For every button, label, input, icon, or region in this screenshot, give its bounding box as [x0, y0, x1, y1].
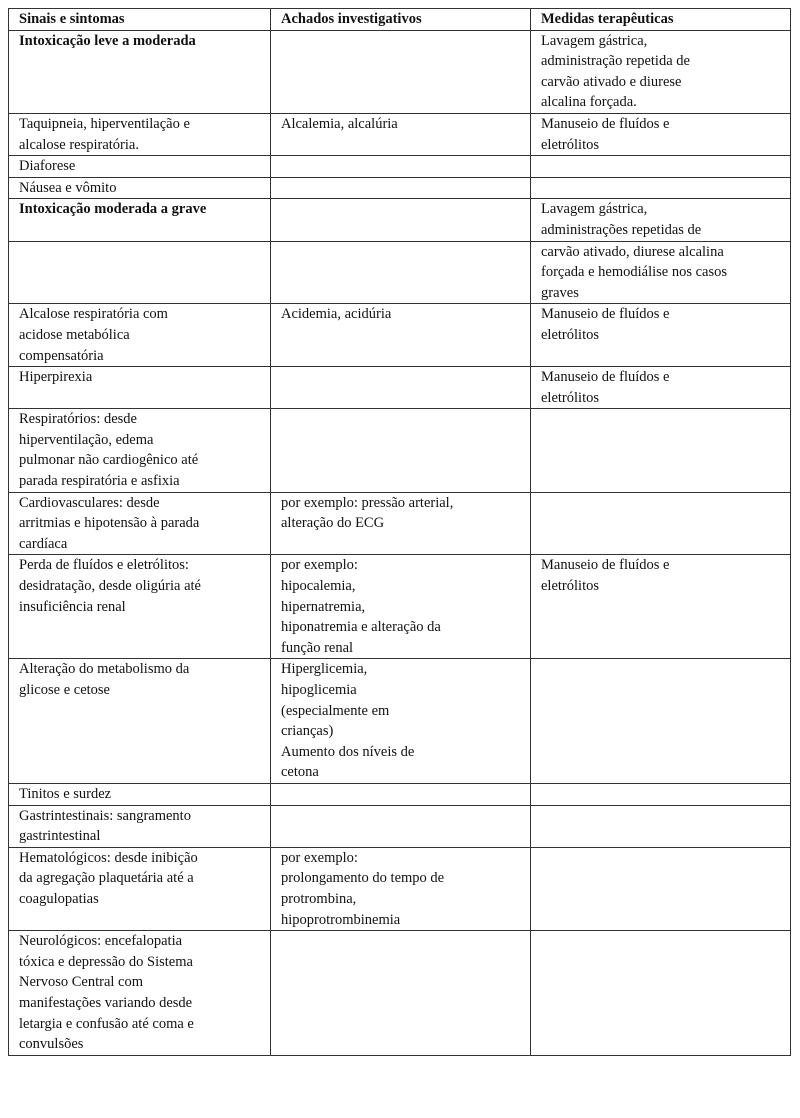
cell-line: letargia e confusão até coma e [19, 1015, 194, 1032]
measures-cell [531, 492, 791, 555]
cell-line: forçada e hemodiálise nos casos [541, 264, 728, 281]
table-row [9, 847, 791, 930]
table-row [9, 555, 791, 659]
measures-cell [531, 177, 791, 199]
cell-line: Lavagem gástrica, [541, 201, 648, 218]
signs-symptoms-cell [9, 177, 271, 199]
table-row [9, 156, 791, 178]
cell-line: Alcalose respiratória com [19, 306, 168, 323]
cell-line: Cardiovasculares: desde [19, 494, 160, 511]
symptoms-table [8, 8, 791, 1056]
signs-symptoms-cell [9, 241, 271, 304]
cell-line: acidose metabólica [19, 326, 130, 343]
signs-symptoms-cell [9, 805, 271, 847]
cell-line: Intoxicação leve a moderada [19, 32, 196, 49]
cell-line: Hiperpirexia [19, 369, 93, 386]
cell-line: Diaforese [19, 158, 76, 175]
cell-line: alcalina forçada. [541, 94, 637, 111]
cell-line: Neurológicos: encefalopatia [19, 933, 183, 950]
cell-line: hipoprotrombinemia [281, 911, 401, 928]
cell-line: Lavagem gástrica, [541, 32, 648, 49]
cell-line: função renal [281, 639, 354, 656]
table-body [9, 30, 791, 1055]
cell-line: pulmonar não cardiogênico até [19, 452, 199, 469]
header-row [9, 9, 791, 31]
cell-line: eletrólitos [541, 136, 599, 153]
cell-line: graves [541, 284, 579, 301]
header-signs-symptoms: Sinais e sintomas [9, 9, 271, 31]
header-therapeutic-measures: Medidas terapêuticas [531, 9, 791, 31]
cell-line: Aumento dos níveis de [281, 743, 415, 760]
findings-cell [271, 805, 531, 847]
signs-symptoms-cell [9, 659, 271, 784]
findings-cell [271, 409, 531, 492]
cell-line: Taquipneia, hiperventilação e [19, 115, 190, 132]
cell-line: administração repetida de [541, 53, 690, 70]
cell-line: Náusea e vômito [19, 179, 117, 196]
cell-line: manifestações variando desde [19, 994, 193, 1011]
cell-line: Nervoso Central com [19, 974, 144, 991]
table-row [9, 492, 791, 555]
findings-cell [271, 783, 531, 805]
measures-cell [531, 241, 791, 304]
cell-line: alteração do ECG [281, 515, 385, 532]
signs-symptoms-cell [9, 783, 271, 805]
cell-line: Intoxicação moderada a grave [19, 201, 207, 218]
cell-line: tóxica e depressão do Sistema [19, 953, 193, 970]
cell-line: da agregação plaquetária até a [19, 870, 194, 887]
header-investigative-findings: Achados investigativos [271, 9, 531, 31]
cell-line: cardíaca [19, 535, 68, 552]
cell-line: carvão ativado, diurese alcalina [541, 243, 724, 260]
signs-symptoms-cell [9, 931, 271, 1056]
cell-line: hipoglicemia [281, 682, 357, 698]
cell-line: administrações repetidas de [541, 221, 702, 238]
table-row [9, 30, 791, 113]
table-row [9, 241, 791, 304]
table-row [9, 304, 791, 367]
signs-symptoms-cell [9, 847, 271, 930]
findings-cell [271, 492, 531, 555]
table-row [9, 113, 791, 155]
cell-line: Acidemia, acidúria [281, 306, 392, 323]
measures-cell [531, 805, 791, 847]
cell-line: Hematológicos: desde inibição [19, 849, 198, 866]
cell-line: eletrólitos [541, 389, 599, 406]
cell-line: prolongamento do tempo de [281, 870, 445, 887]
cell-line: hipernatremia, [281, 598, 366, 615]
findings-cell [271, 367, 531, 409]
signs-symptoms-cell [9, 30, 271, 113]
findings-cell [271, 30, 531, 113]
cell-line: Hiperglicemia, [281, 661, 368, 678]
findings-cell [271, 156, 531, 178]
cell-line: por exemplo: [281, 849, 358, 866]
findings-cell [271, 113, 531, 155]
cell-line: parada respiratória e asfixia [19, 473, 180, 490]
signs-symptoms-cell [9, 113, 271, 155]
cell-line: coagulopatias [19, 890, 99, 907]
cell-line: Tinitos e surdez [19, 785, 112, 802]
cell-line: desidratação, desde oligúria até [19, 578, 201, 595]
table-row [9, 177, 791, 199]
cell-line: Respiratórios: desde [19, 411, 137, 428]
cell-line: glicose e cetose [19, 682, 110, 698]
signs-symptoms-cell [9, 304, 271, 367]
measures-cell [531, 156, 791, 178]
measures-cell [531, 367, 791, 409]
cell-line: Manuseio de fluídos e [541, 306, 670, 323]
cell-line: crianças) [281, 723, 334, 740]
measures-cell [531, 409, 791, 492]
table-row [9, 783, 791, 805]
cell-line: arritmias e hipotensão à parada [19, 515, 200, 532]
measures-cell [531, 659, 791, 784]
table-row [9, 367, 791, 409]
findings-cell [271, 555, 531, 659]
cell-line: compensatória [19, 347, 104, 364]
signs-symptoms-cell [9, 199, 271, 241]
signs-symptoms-cell [9, 555, 271, 659]
cell-line: Alteração do metabolismo da [19, 661, 190, 678]
measures-cell [531, 931, 791, 1056]
measures-cell [531, 847, 791, 930]
findings-cell [271, 241, 531, 304]
cell-line: Manuseio de fluídos e [541, 557, 670, 574]
findings-cell [271, 931, 531, 1056]
cell-line: Gastrintestinais: sangramento [19, 807, 191, 824]
cell-line: insuficiência renal [19, 598, 126, 615]
findings-cell [271, 659, 531, 784]
table-row [9, 931, 791, 1056]
table-row [9, 409, 791, 492]
cell-line: alcalose respiratória. [19, 136, 139, 153]
cell-line: eletrólitos [541, 326, 599, 343]
measures-cell [531, 113, 791, 155]
measures-cell [531, 199, 791, 241]
signs-symptoms-cell [9, 492, 271, 555]
cell-line: Perda de fluídos e eletrólitos: [19, 557, 189, 574]
cell-line: por exemplo: [281, 557, 358, 574]
cell-line: por exemplo: pressão arterial, [281, 494, 454, 511]
findings-cell [271, 199, 531, 241]
measures-cell [531, 783, 791, 805]
table-row [9, 805, 791, 847]
cell-line: hiperventilação, edema [19, 431, 154, 448]
cell-line: gastrintestinal [19, 828, 101, 845]
signs-symptoms-cell [9, 367, 271, 409]
findings-cell [271, 304, 531, 367]
measures-cell [531, 555, 791, 659]
cell-line: protrombina, [281, 890, 357, 907]
measures-cell [531, 304, 791, 367]
table-row [9, 659, 791, 784]
cell-line: (especialmente em [281, 702, 390, 719]
cell-line: Manuseio de fluídos e [541, 369, 670, 386]
cell-line: hiponatremia e alteração da [281, 619, 441, 636]
cell-line: cetona [281, 764, 319, 781]
cell-line: convulsões [19, 1036, 84, 1053]
findings-cell [271, 177, 531, 199]
signs-symptoms-cell [9, 156, 271, 178]
cell-line: hipocalemia, [281, 578, 356, 595]
measures-cell [531, 30, 791, 113]
cell-line: eletrólitos [541, 578, 599, 595]
signs-symptoms-cell [9, 409, 271, 492]
cell-line: Alcalemia, alcalúria [281, 115, 398, 132]
cell-line: Manuseio de fluídos e [541, 115, 670, 132]
cell-line: carvão ativado e diurese [541, 73, 682, 90]
table-row [9, 199, 791, 241]
findings-cell [271, 847, 531, 930]
